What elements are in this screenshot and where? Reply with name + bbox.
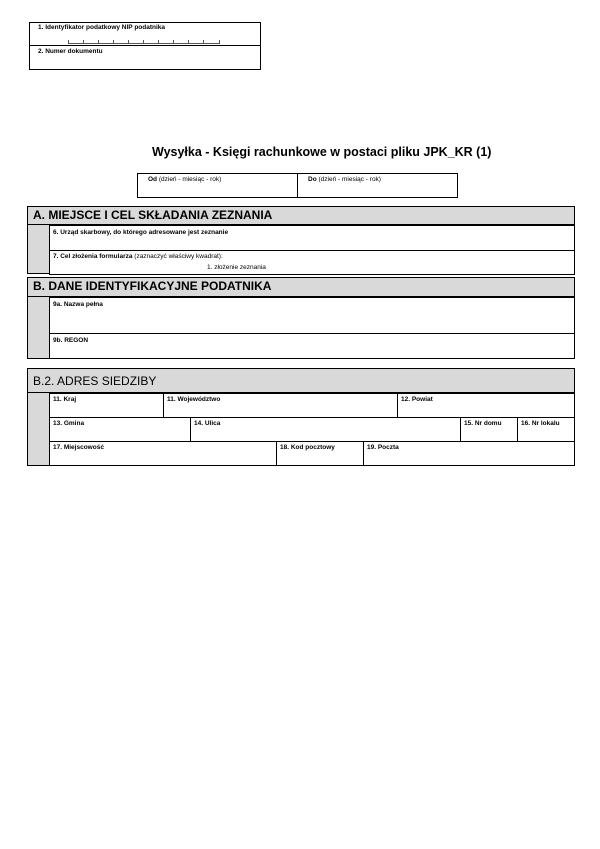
- section-b-block: [27, 277, 575, 359]
- purpose-field[interactable]: [49, 250, 575, 275]
- document-number-label: 2. Numer dokumentu: [38, 48, 103, 55]
- house-number-field[interactable]: [460, 417, 518, 442]
- apartment-number-label: 16. Nr lokalu: [521, 420, 560, 427]
- commune-field[interactable]: [49, 417, 191, 442]
- street-label: 14. Ulica: [194, 420, 221, 427]
- house-number-label: 15. Nr domu: [464, 420, 502, 427]
- section-b-heading: B. DANE IDENTYFIKACYJNE PODATNIKA: [27, 277, 575, 297]
- form-title: Wysyłka - Księgi rachunkowe w postaci pliku JPK_KR (1): [152, 145, 492, 159]
- city-field[interactable]: [49, 441, 277, 466]
- field9b-label: 9b. REGON: [53, 337, 89, 344]
- full-name-field[interactable]: [49, 297, 575, 334]
- county-label: 12. Powiat: [401, 396, 433, 403]
- period-to-field[interactable]: [298, 174, 458, 197]
- field7-label: 7. Cel złożenia formularza (zaznaczyć właściwy kwadrat):: [53, 253, 223, 260]
- purpose-option-submission[interactable]: 1. złożenie zeznania: [207, 264, 266, 271]
- tax-office-field[interactable]: [49, 225, 575, 251]
- voivodeship-label: 11. Województwo: [167, 396, 221, 403]
- section-a-block: [27, 206, 575, 274]
- nip-field[interactable]: [30, 23, 260, 46]
- period-from-label: Od (dzień - miesiąc - rok): [148, 176, 222, 183]
- period-to-label: Do (dzień - miesiąc - rok): [308, 176, 381, 183]
- city-label: 17. Miejscowość: [53, 444, 104, 451]
- country-field[interactable]: [49, 393, 164, 418]
- street-field[interactable]: [190, 417, 461, 442]
- commune-label: 13. Gmina: [53, 420, 85, 427]
- section-b2-heading: B.2. ADRES SIEDZIBY: [27, 368, 575, 393]
- post-office-field[interactable]: [363, 441, 575, 466]
- post-office-label: 19. Poczta: [367, 444, 399, 451]
- field9a-label: 9a. Nazwa pełna: [53, 301, 103, 308]
- section-b2-block: [27, 368, 575, 466]
- period-box: [137, 173, 458, 198]
- nip-digit-ticks: [68, 36, 220, 44]
- period-from-field[interactable]: [138, 174, 298, 197]
- taxpayer-id-box: [29, 22, 261, 70]
- postal-code-label: 18. Kod pocztowy: [280, 444, 335, 451]
- country-label: 11. Kraj: [53, 396, 77, 403]
- voivodeship-field[interactable]: [163, 393, 398, 418]
- nip-label: 1. Identyfikator podatkowy NIP podatnika: [38, 24, 166, 31]
- section-a-heading: A. MIEJSCE I CEL SKŁADANIA ZEZNANIA: [27, 206, 575, 225]
- regon-field[interactable]: [49, 333, 575, 359]
- postal-code-field[interactable]: [276, 441, 364, 466]
- apartment-number-field[interactable]: [517, 417, 575, 442]
- county-field[interactable]: [397, 393, 575, 418]
- field6-label: 6. Urząd skarbowy, do którego adresowane jest zeznanie: [53, 229, 229, 236]
